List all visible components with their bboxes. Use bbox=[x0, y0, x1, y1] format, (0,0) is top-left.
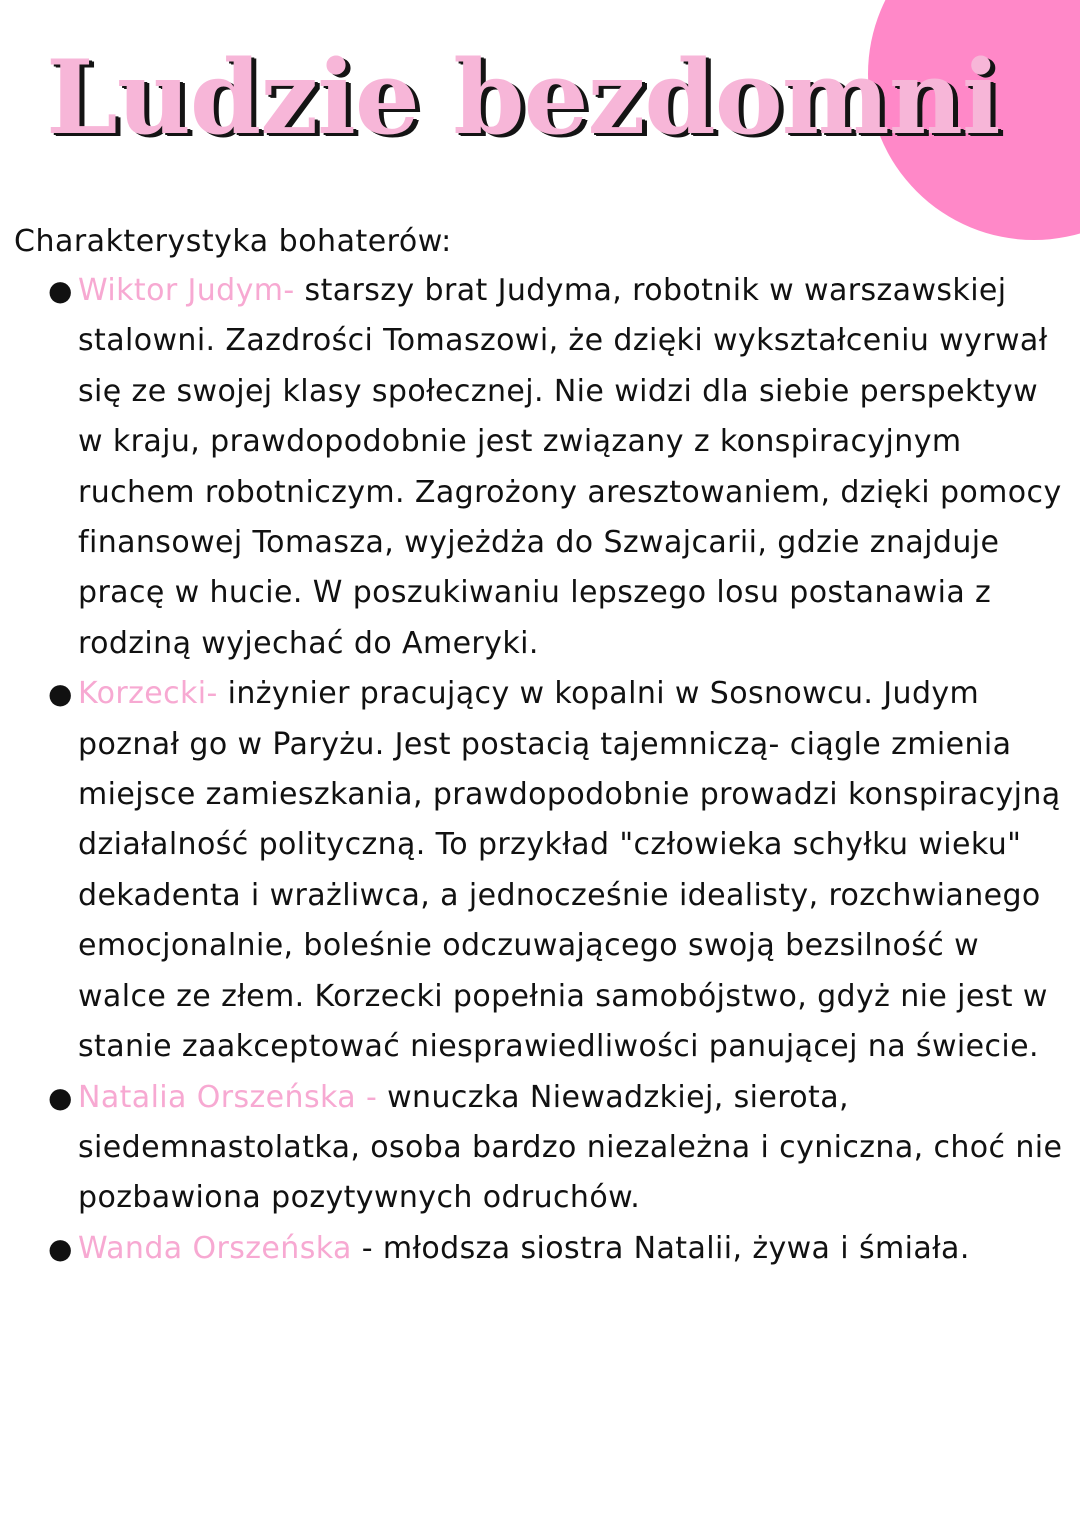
character-description: wnuczka Niewadzkiej, sierota, siedemnastolatka, osoba bardzo niezależna i cyniczna, choć nie pozbawiona pozytywnych odruchów. bbox=[78, 1079, 1063, 1216]
character-description: starszy brat Judyma, robotnik w warszawskiej stalowni. Zazdrości Tomaszowi, że dzięki wykształceniu wyrwał się ze swojej klasy społecznej. Nie widzi dla siebie perspektyw w kraju, prawdopodobnie jest związany z konspiracyjnym ruchem robotniczym. Zagrożony aresztowaniem, dzięki pomocy finansowej Tomasza, wyjeżdża do Szwajcarii, gdzie znajduje pracę w hucie. W poszukiwaniu lepszego losu postanawia z rodziną wyjechać do Ameryki. bbox=[78, 273, 1062, 661]
character-name: Korzecki- bbox=[78, 676, 218, 712]
page-title: Ludzie bezdomni bbox=[46, 38, 1000, 158]
bullet-icon: ● bbox=[48, 274, 73, 307]
character-name: Wiktor Judym- bbox=[78, 273, 295, 308]
character-description: inżynier pracujący w kopalni w Sosnowcu. Judym poznał go w Paryżu. Jest postacią tajemniczą- ciągle zmienia miejsce zamieszkania, prawdopodobnie prowadzi konspiracyjną działalność polityczną. To przykład "człowieka schyłku wieku" dekadenta i wrażliwca, a jednocześnie idealisty, rozchwianego emocjonalnie, boleśnie odczuwającego swoją bezsilność w walce ze złem. Korzecki popełnia samobójstwo, gdyż nie jest w stanie zaakceptować niesprawiedliwości panującej na świecie. bbox=[78, 676, 1061, 1065]
character-description: - młodsza siostra Natalii, żywa i śmiała. bbox=[351, 1230, 970, 1266]
list-item bbox=[48, 266, 1068, 669]
bullet-icon: ● bbox=[48, 1231, 73, 1265]
bullet-icon: ● bbox=[48, 677, 73, 711]
character-name: Natalia Orszeńska - bbox=[78, 1079, 378, 1115]
character-name: Wanda Orszeńska bbox=[78, 1230, 352, 1266]
character-list bbox=[48, 266, 1068, 1274]
list-item bbox=[48, 1073, 1068, 1224]
list-item bbox=[48, 1224, 1068, 1274]
list-item bbox=[48, 669, 1068, 1072]
bullet-icon: ● bbox=[48, 1080, 73, 1114]
section-heading: Charakterystyka bohaterów: bbox=[14, 224, 452, 259]
